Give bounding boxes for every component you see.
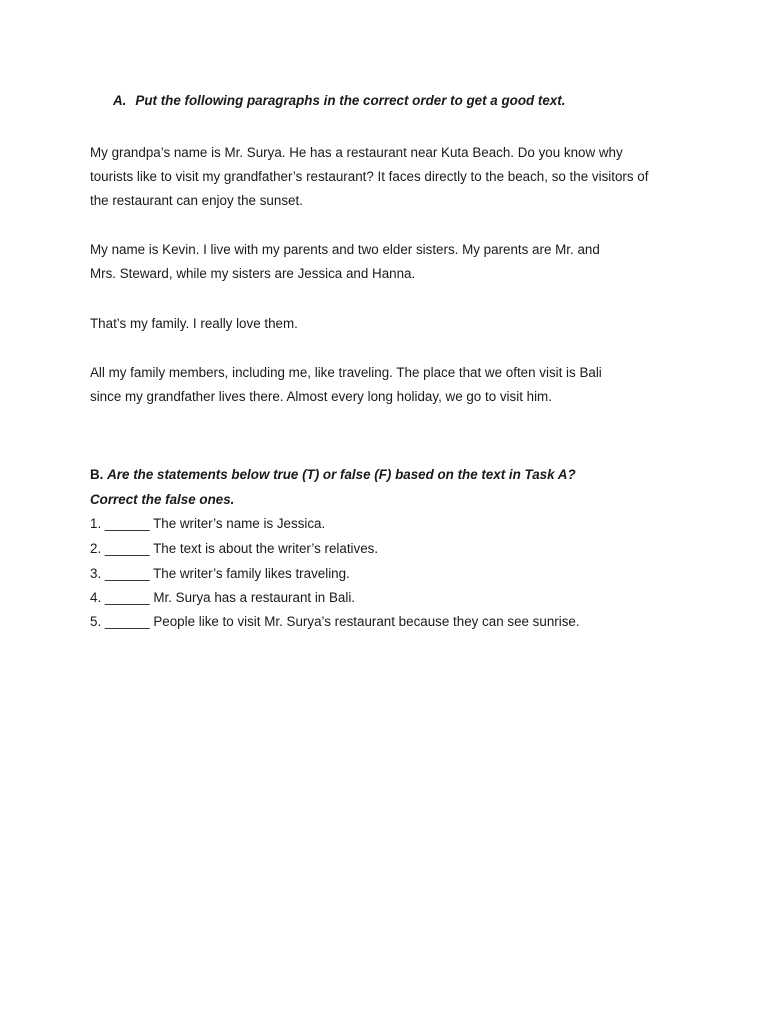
paragraph-4-line-1: All my family members, including me, like traveling. The place that we often visit is Bali [90, 365, 602, 380]
item-statement: People like to visit Mr. Surya’s restaurant because they can see sunrise. [153, 614, 580, 629]
task-b-heading [90, 467, 576, 483]
statement-item-1 [90, 516, 325, 532]
paragraph-1-line-1: My grandpa’s name is Mr. Surya. He has a restaurant near Kuta Beach. Do you know why [90, 145, 623, 160]
paragraph-3-line-1: That’s my family. I really love them. [90, 316, 298, 331]
item-statement: Mr. Surya has a restaurant in Bali. [153, 590, 356, 605]
answer-blank[interactable]: ______ [104, 566, 150, 581]
item-statement: The text is about the writer’s relatives. [153, 541, 379, 556]
paragraph-2-line-2: Mrs. Steward, while my sisters are Jessica and Hanna. [90, 266, 416, 281]
task-a-instruction: Put the following paragraphs in the correct order to get a good text. [135, 93, 566, 108]
item-number: 2. [90, 541, 102, 556]
paragraph-2-line-1: My name is Kevin. I live with my parents and two elder sisters. My parents are Mr. and [90, 242, 600, 257]
task-a-letter: A. [113, 93, 127, 108]
item-number: 1. [90, 516, 102, 531]
statement-item-3 [90, 566, 350, 582]
answer-blank[interactable]: ______ [104, 590, 150, 605]
answer-blank[interactable]: ______ [104, 614, 150, 629]
paragraph-1-line-2: tourists like to visit my grandfather’s restaurant? It faces directly to the beach, so the visitors of [90, 169, 649, 184]
item-statement: The writer’s name is Jessica. [153, 516, 326, 531]
task-b-sub-instruction: Correct the false ones. [90, 492, 235, 507]
statement-item-4 [90, 590, 355, 606]
answer-blank[interactable]: ______ [104, 541, 150, 556]
item-statement: The writer’s family likes traveling. [153, 566, 350, 581]
item-number: 3. [90, 566, 102, 581]
task-a-heading [113, 93, 565, 109]
answer-blank[interactable]: ______ [104, 516, 150, 531]
statement-item-2 [90, 541, 378, 557]
task-b-instruction: Are the statements below true (T) or false (F) based on the text in Task A? [107, 467, 576, 482]
paragraph-1-line-3: the restaurant can enjoy the sunset. [90, 193, 303, 208]
statement-item-5 [90, 614, 580, 630]
paragraph-4-line-2: since my grandfather lives there. Almost every long holiday, we go to visit him. [90, 389, 552, 404]
item-number: 5. [90, 614, 102, 629]
task-b-letter: B. [90, 467, 104, 482]
item-number: 4. [90, 590, 102, 605]
